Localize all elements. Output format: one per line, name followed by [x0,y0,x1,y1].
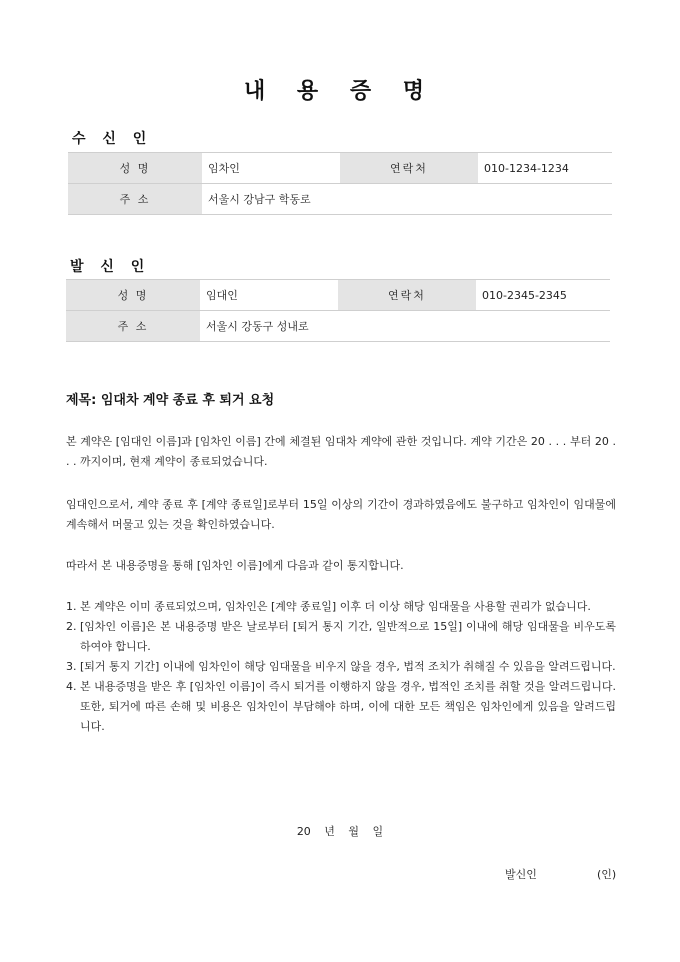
body-paragraph-notice: 따라서 본 내용증명을 통해 [임차인 이름]에게 다음과 같이 통지합니다. [66,559,404,572]
recipient-name-value: 임차인 [202,153,340,184]
recipient-name-label: 성 명 [68,153,202,184]
body-paragraph-contract-period: 본 계약은 [임대인 이름]과 [임차인 이름] 간에 체결된 임대차 계약에 관한 것입니다. 계약 기간은 20 . . . 부터 20 . . . 까지이며, 현재 계약이 종료되었습니다. [66,435,616,468]
sender-name-value: 임대인 [200,280,338,311]
recipient-address-row [68,184,612,215]
recipient-contact-value: 010-1234-1234 [478,153,612,184]
document-date: 20 년 월 일 [296,825,384,838]
sender-contact-value: 010-2345-2345 [476,280,610,311]
recipient-contact-label: 연락처 [340,153,478,184]
recipient-address-value: 서울시 강남구 학동로 [202,184,612,215]
sender-address-row [66,311,610,342]
signature-seal: (인) [597,868,617,881]
sender-name-row [66,280,610,311]
sender-contact-label: 연락처 [338,280,476,311]
notice-item-number: 4. [66,680,77,693]
notice-item-number: 2. [66,620,77,633]
notice-item-text: [퇴거 통지 기간] 이내에 임차인이 해당 임대물을 비우지 않을 경우, 법적 조치가 취해질 수 있음을 알려드립니다. [80,660,616,673]
sender-name-label: 성 명 [66,280,200,311]
signature-sender-label: 발신인 [505,868,537,881]
notice-item-text: 본 내용증명을 받은 후 [임차인 이름]이 즉시 퇴거를 이행하지 않을 경우, 법적인 조치를 취할 것을 알려드립니다. 또한, 퇴거에 따른 손해 및 비용은 임차인이 부담해야 하며, 이에 대한 모든 책임은 임차인에게 있음을 알려드립니다. [80,680,616,733]
notice-item [66,657,616,677]
notice-item-number: 3. [66,660,77,673]
recipient-name-row [68,153,612,184]
body-paragraph-overstay: 임대인으로서, 계약 종료 후 [계약 종료일]로부터 15일 이상의 기간이 경과하였음에도 불구하고 임차인이 임대물에 계속해서 머물고 있는 것을 확인하였습니다. [66,498,616,531]
document-title: 내 용 증 명 [244,79,436,104]
notice-item [66,597,616,617]
notice-item-text: 본 계약은 이미 종료되었으며, 임차인은 [계약 종료일] 이후 더 이상 해당 임대물을 사용할 권리가 없습니다. [80,600,591,613]
notice-item [66,677,616,737]
subject-heading: 제목: 임대차 계약 종료 후 퇴거 요청 [66,393,275,408]
recipient-section-label: 수 신 인 [72,131,153,147]
notice-items-list [66,597,616,737]
sender-section-label: 발 신 인 [70,259,151,275]
recipient-info-table [68,152,612,215]
notice-item-text: [임차인 이름]은 본 내용증명 받은 날로부터 [퇴거 통지 기간, 일반적으로 15일] 이내에 해당 임대물을 비우도록 하여야 합니다. [80,620,616,653]
sender-address-value: 서울시 강동구 성내로 [200,311,610,342]
sender-address-label: 주 소 [66,311,200,342]
sender-info-table [66,279,610,342]
notice-item [66,617,616,657]
recipient-address-label: 주 소 [68,184,202,215]
notice-item-number: 1. [66,600,77,613]
